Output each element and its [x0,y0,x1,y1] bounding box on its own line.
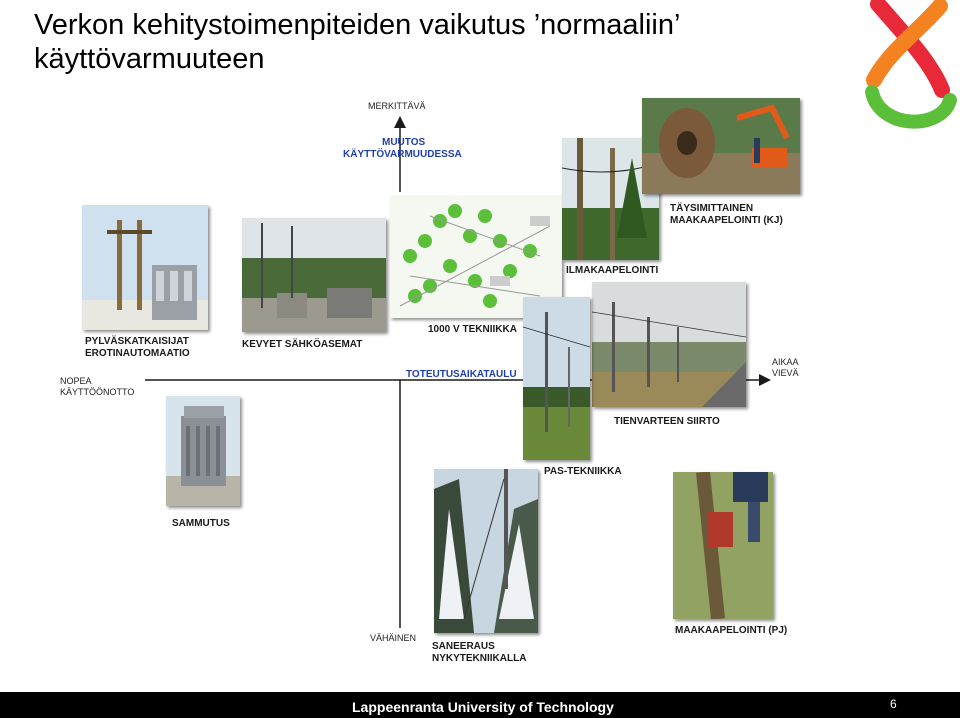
axis-right-label-1: AIKAA [772,357,799,367]
photo-renovation [434,469,538,633]
footer-university: Lappeenranta University of Technology [352,699,614,715]
label-aerial-cable: ILMAKAAPELOINTI [566,265,659,276]
photo-light-substation [242,218,386,332]
horizontal-title: TOTEUTUSAIKATAULU [406,369,517,380]
axis-left-label-2: KÄYTTÖÖNOTTO [60,387,135,397]
label-renovation-2: NYKYTEKNIIKALLA [432,653,527,664]
label-pole-switch-1: PYLVÄSKATKAISIJAT [85,336,189,347]
axis-left-label-1: NOPEA [60,376,92,386]
photo-roadside-relocation [592,282,746,407]
label-lv-underground: MAAKAAPELOINTI (PJ) [675,625,788,636]
label-full-underground-1: TÄYSIMITTAINEN [670,203,754,214]
page-number: 6 [890,697,897,711]
photo-earth-fault-compensation [166,396,240,506]
label-full-underground-2: MAAKAAPELOINTI (KJ) [670,215,783,226]
photo-lv-underground-cabling [673,472,773,619]
footer-bar [0,692,960,718]
photo-pole-switch [82,205,208,330]
label-pas-technology: PAS-TEKNIIKKA [544,466,622,477]
label-1000v: 1000 V TEKNIIKKA [428,324,517,335]
vertical-title-line-2: KÄYTTÖVARMUUDESSA [343,149,462,160]
label-renovation-1: SANEERAUS [432,641,495,652]
title-line-1: Verkon kehitystoimenpiteiden vaikutus ’normaaliin’ [34,9,681,41]
axis-top-label: MERKITTÄVÄ [368,101,426,111]
axis-bottom-label: VÄHÄINEN [370,633,417,643]
photo-full-underground-cabling [642,98,800,194]
label-earth-fault-compensation: SAMMUTUS [172,518,230,529]
photo-pas-technology [523,297,590,460]
label-roadside-relocation: TIENVARTEEN SIIRTO [614,416,720,427]
vertical-title-line-1: MUUTOS [382,137,426,148]
axis-right-label-2: VIEVÄ [772,368,799,378]
label-pole-switch-2: EROTINAUTOMAATIO [85,348,190,359]
label-light-substation: KEVYET SÄHKÖASEMAT [242,339,363,350]
title-line-2: käyttövarmuuteen [34,43,265,75]
